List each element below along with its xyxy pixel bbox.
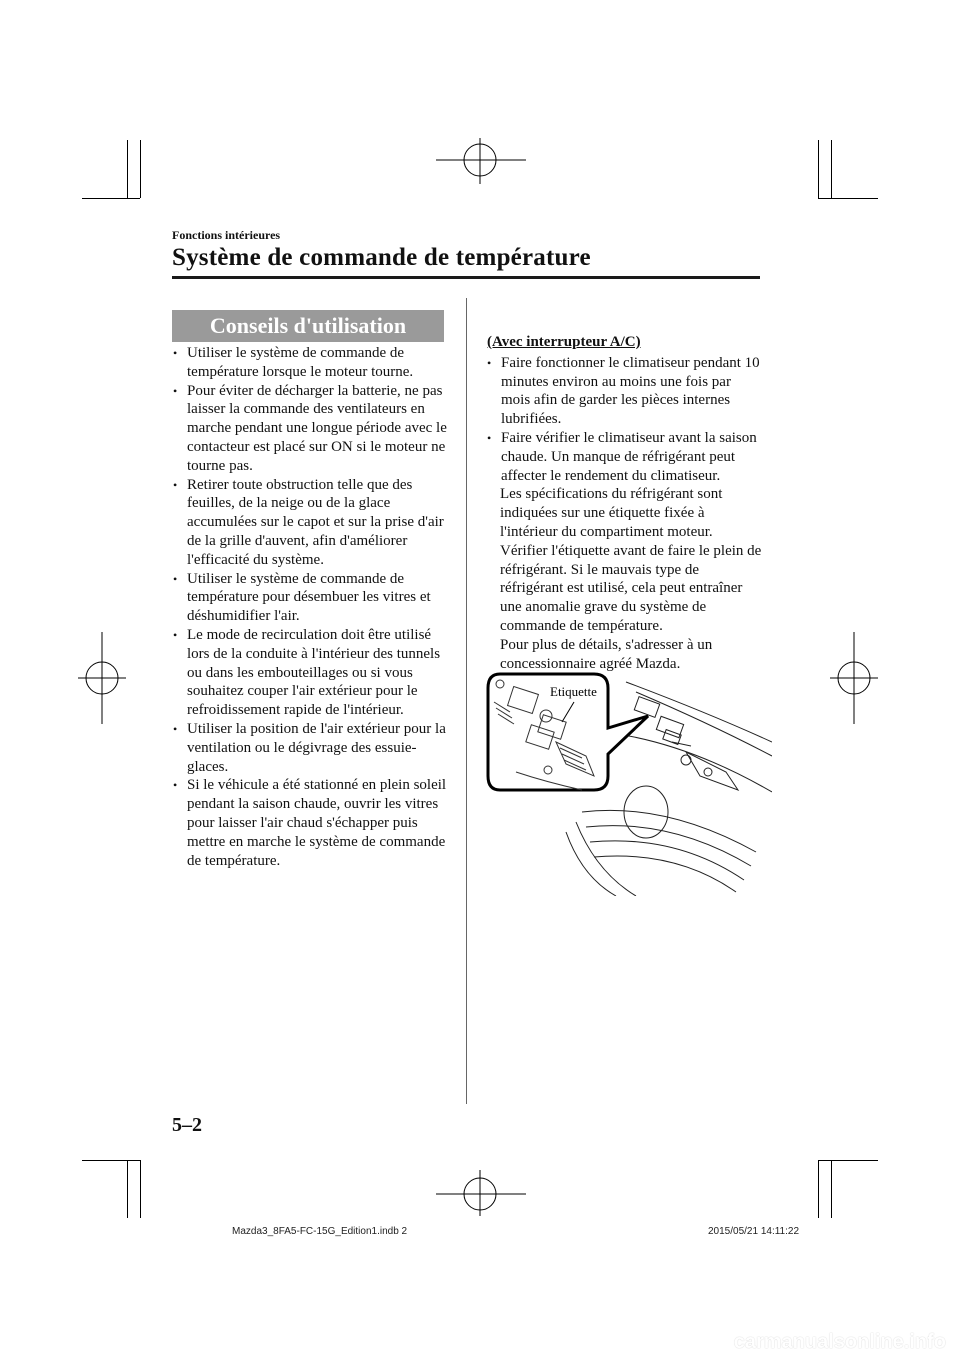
bullet-icon: • <box>173 721 178 736</box>
bullet-icon: • <box>487 430 492 445</box>
list-item: • Retirer toute obstruction telle que des feuilles, de la neige ou de la glace accumulées sur le capot et sur la prise d'air de la grille d'auvent, afin d'améliorer l'efficacité du système. <box>173 476 444 568</box>
registration-mark-left <box>78 632 126 724</box>
registration-mark-right <box>830 632 878 724</box>
list-item: • Si le véhicule a été stationné en plein soleil pendant la saison chaude, ouvrir les vitres pour laisser l'air chaud s'échapper puis mettre en marche le système de commande de température. <box>173 777 447 869</box>
ac-section <box>486 333 762 673</box>
bullet-icon: • <box>173 477 178 492</box>
registration-mark-top <box>436 138 526 184</box>
bullet-icon: • <box>173 571 178 586</box>
title-rule <box>172 276 760 279</box>
column-divider <box>466 298 467 1104</box>
bullet-icon: • <box>173 778 178 793</box>
list-item: • Pour éviter de décharger la batterie, ne pas laisser la commande des ventilateurs en marche pendant une longue période avec le contacteur est placé sur ON si le moteur ne tourne pas. <box>173 382 447 474</box>
list-item: • Utiliser le système de commande de température pour désembuer les vitres et déshumidifier l'air. <box>173 570 431 625</box>
refrigerant-label-illustration <box>486 672 772 896</box>
section-label: Fonctions intérieures <box>172 228 281 242</box>
dealer-paragraph: Pour plus de détails, s'adresser à un concessionnaire agréé Mazda. <box>500 636 713 672</box>
registration-mark-bottom <box>436 1170 526 1216</box>
footer-datetime: 2015/05/21 14:11:22 <box>708 1226 800 1237</box>
list-item: • Utiliser le système de commande de température lorsque le moteur tourne. <box>173 345 414 380</box>
list-item: • Faire fonctionner le climatiseur pendant 10 minutes environ au moins une fois par mois afin de garder les pièces internes lubrifiées. <box>487 354 760 428</box>
page-title: Système de commande de température <box>172 244 591 271</box>
tips-list <box>172 344 449 870</box>
footer-filename: Mazda3_8FA5-FC-15G_Edition1.indb 2 <box>232 1226 408 1237</box>
page-number: 5–2 <box>172 1114 202 1136</box>
watermark-link[interactable]: carmanualsonline.info <box>733 1331 946 1353</box>
list-item: • Utiliser la position de l'air extérieur pour la ventilation ou le dégivrage des essuie-glaces. <box>173 720 446 775</box>
list-item: • Faire vérifier le climatiseur avant la saison chaude. Un manque de réfrigérant peut affecter le rendement du climatiseur. <box>487 429 757 484</box>
callout-label: Etiquette <box>550 684 597 699</box>
ac-subheading: (Avec interrupteur A/C) <box>487 334 641 350</box>
bullet-icon: • <box>173 627 178 642</box>
bullet-icon: • <box>173 383 178 398</box>
list-item: • Le mode de recirculation doit être utilisé lors de la conduite à l'intérieur des tunnels ou dans les embouteillages ou si vous souhaitez couper l'air extérieur pour le refroidissement rapide de l'intérieur. <box>173 626 441 719</box>
tips-banner: Conseils d'utilisation <box>172 310 444 342</box>
bullet-icon: • <box>487 355 492 370</box>
refrigerant-paragraph: Les spécifications du réfrigérant sont indiquées sur une étiquette fixée à l'intérieur du compartiment moteur. Vérifier l'étiquette avant de faire le plein de réfrigérant. Si le mauvais type de réfrigérant est utilisé, cela peut entraîner une anomalie grave du système de commande de température. <box>500 486 762 634</box>
bullet-icon: • <box>173 346 178 360</box>
